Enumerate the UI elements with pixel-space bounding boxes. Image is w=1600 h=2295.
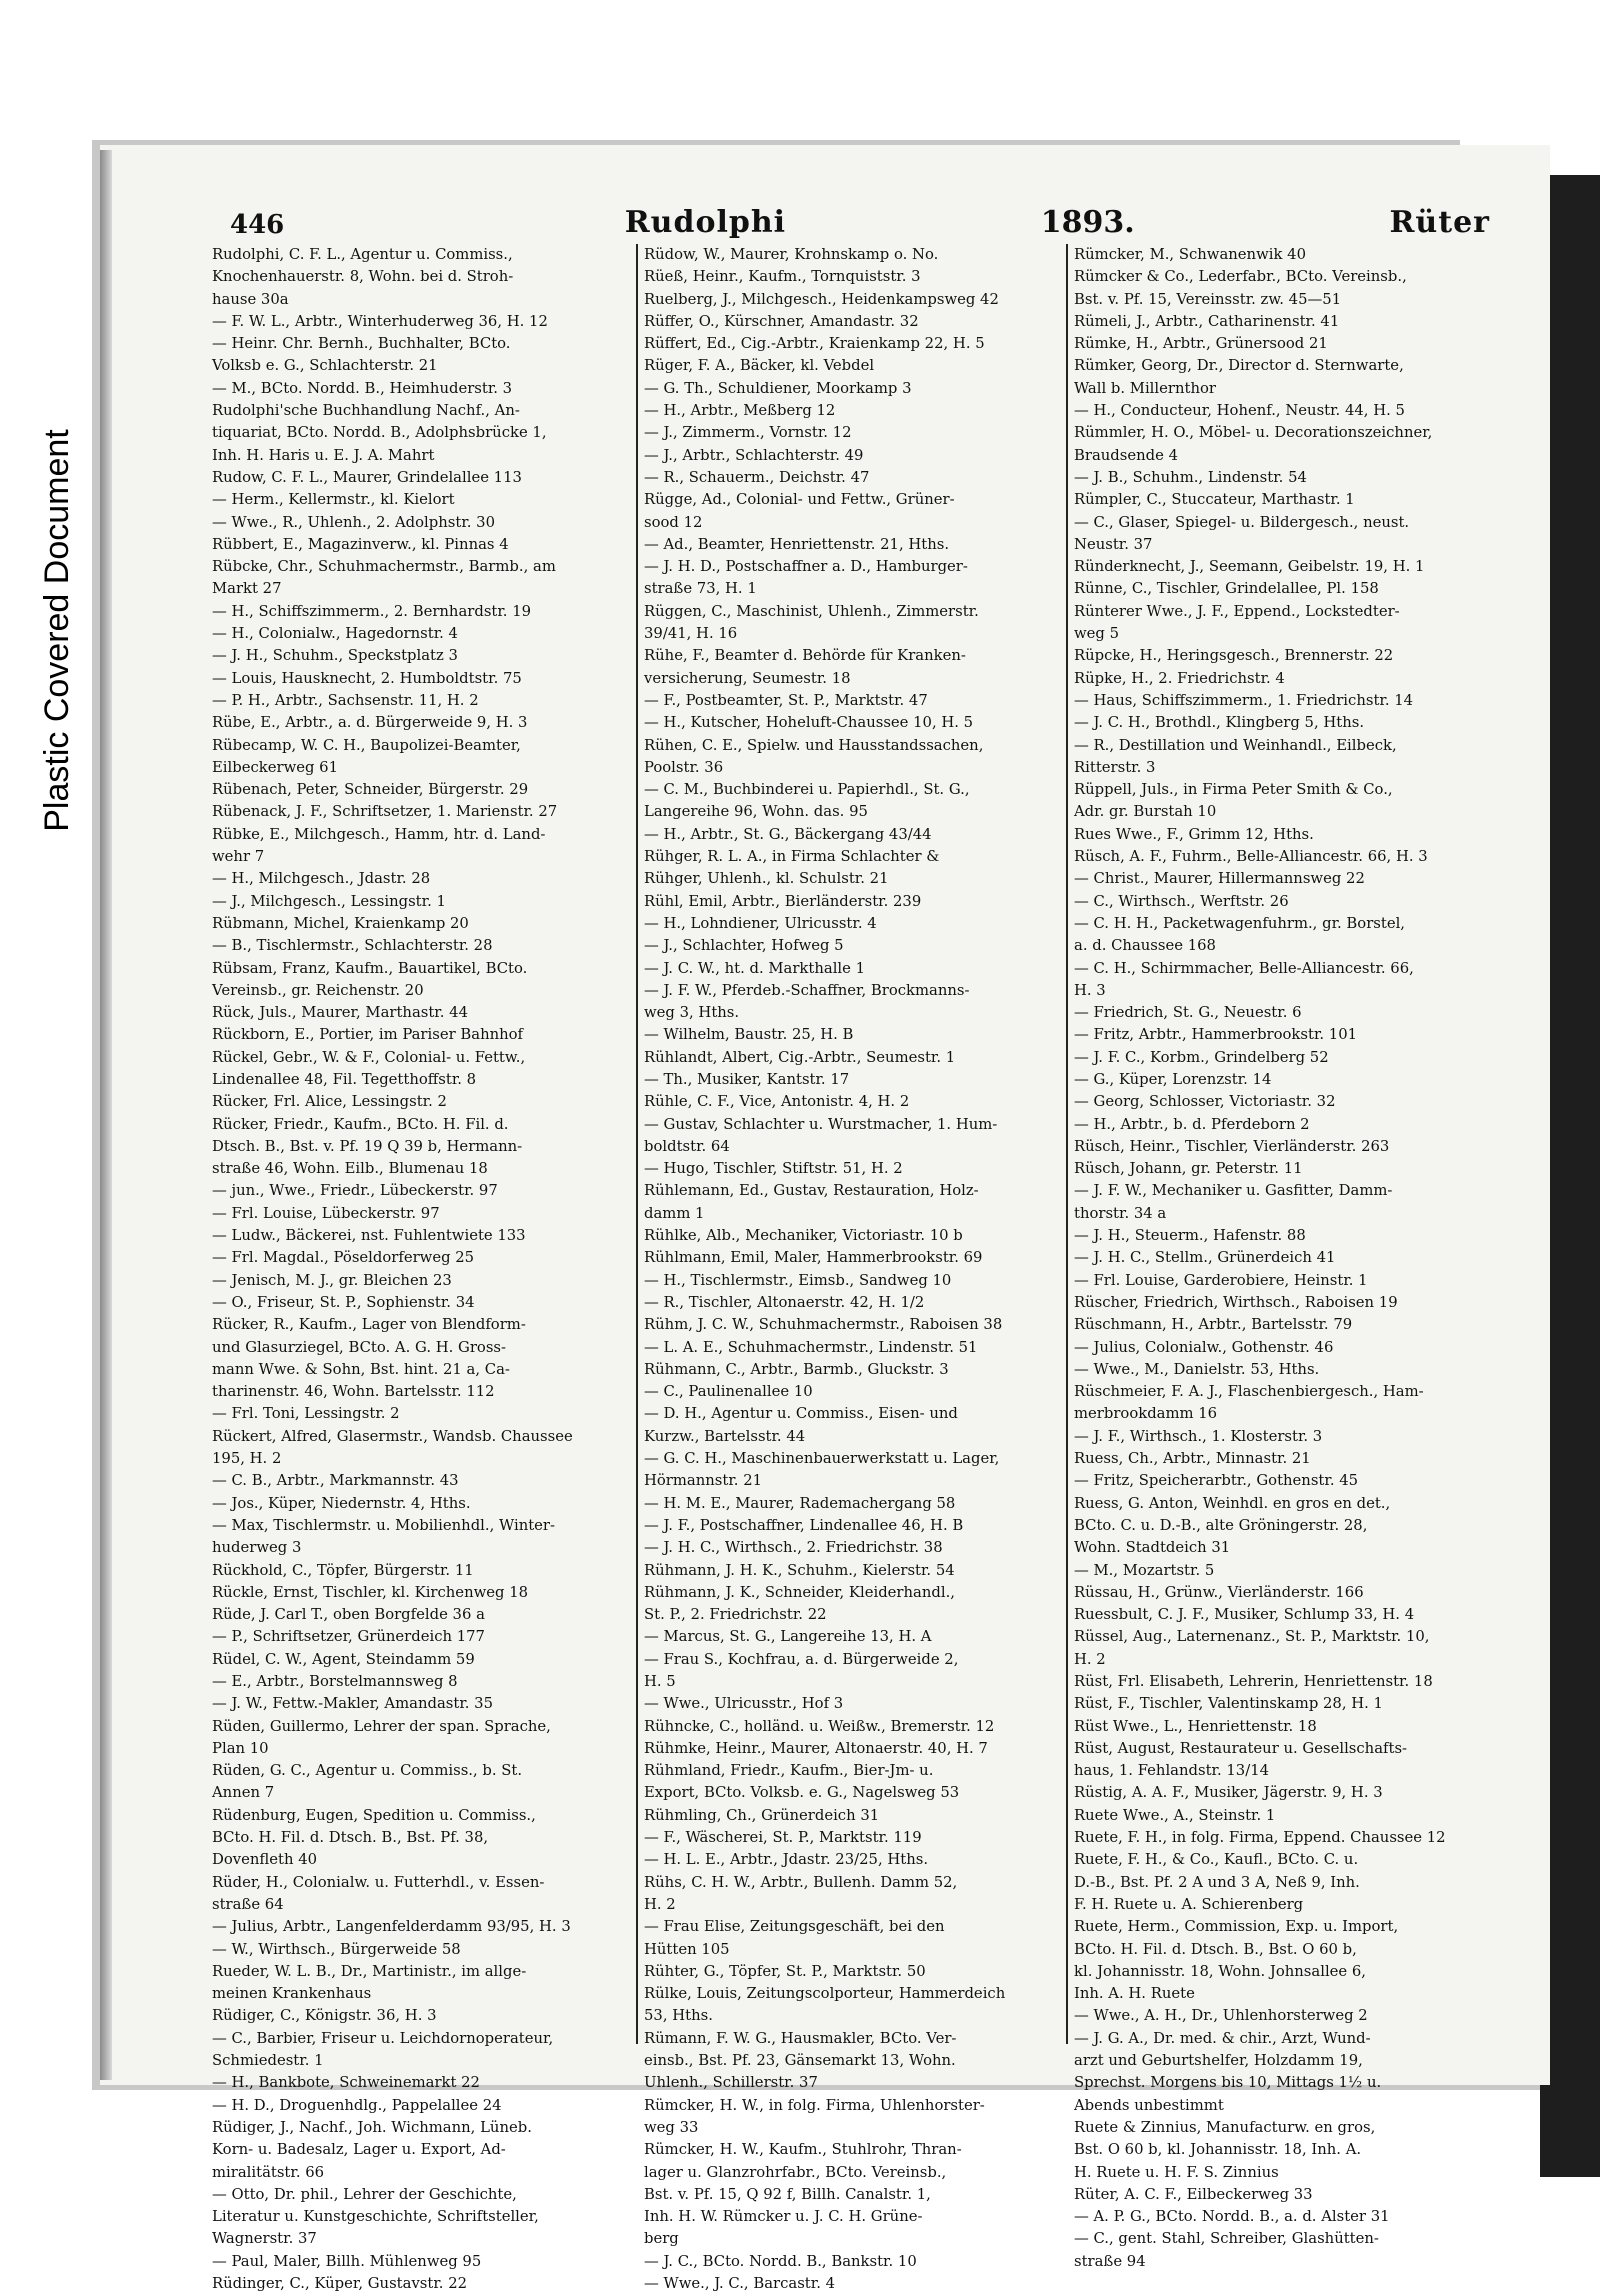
directory-entry: — R., Schauerm., Deichstr. 47: [644, 468, 870, 486]
directory-entry: Rüsch, Heinr., Tischler, Vierländerstr. 263: [1074, 1137, 1390, 1155]
directory-entry: Hütten 105: [644, 1940, 730, 1958]
directory-entry: Ruess, G. Anton, Weinhdl. en gros en det.,: [1074, 1494, 1391, 1512]
directory-entry: Rübmann, Michel, Kraienkamp 20: [212, 914, 469, 932]
directory-entry: Rümker, Georg, Dr., Director d. Sternwarte,: [1074, 357, 1404, 375]
directory-entry: Rudolphi, C. F. L., Agentur u. Commiss.,: [212, 246, 513, 263]
directory-entry: — J., Schlachter, Hofweg 5: [644, 937, 844, 955]
directory-entry: Ruessbult, C. J. F., Musiker, Schlump 33, H. 4: [1074, 1606, 1415, 1624]
directory-entry: — Georg, Schlosser, Victoriastr. 32: [1074, 1093, 1336, 1111]
directory-entry: — P. H., Arbtr., Sachsenstr. 11, H. 2: [212, 691, 479, 709]
directory-entry: — H., Arbtr., St. G., Bäckergang 43/44: [644, 825, 932, 843]
directory-columns: [206, 244, 1496, 2293]
directory-entry: — G., Küper, Lorenzstr. 14: [1074, 1070, 1272, 1088]
directory-entry: Rümcker, H. W., Kaufm., Stuhlrohr, Thran-: [644, 2141, 962, 2159]
directory-entry: D.-B., Bst. Pf. 2 A und 3 A, Neß 9, Inh.: [1074, 1873, 1360, 1891]
directory-entry: Rückel, Gebr., W. & F., Colonial- u. Fettw.,: [212, 1048, 526, 1066]
directory-entry: Ruete, Herm., Commission, Exp. u. Import,: [1074, 1918, 1399, 1936]
directory-entry: Inh. H. Haris u. E. J. A. Mahrt: [212, 446, 435, 464]
directory-entry: Rübenack, J. F., Schriftsetzer, 1. Marienstr. 27: [212, 803, 558, 821]
directory-entry: Rüstig, A. A. F., Musiker, Jägerstr. 9, H. 3: [1074, 1784, 1383, 1802]
directory-entry: Rühlemann, Ed., Gustav, Restauration, Holz-: [644, 1182, 979, 1200]
directory-entry: sood 12: [644, 513, 703, 531]
directory-entry: — Wwe., M., Danielstr. 53, Hths.: [1074, 1360, 1320, 1378]
directory-entry: Annen 7: [212, 1784, 275, 1802]
directory-entry: straße 73, H. 1: [644, 580, 757, 598]
directory-entry: — C. H. H., Packetwagenfuhrm., gr. Borstel,: [1074, 914, 1406, 932]
directory-entry: Bst. v. Pf. 15, Vereinsstr. zw. 45—51: [1074, 290, 1342, 308]
directory-entry: Rüdow, W., Maurer, Krohnskamp o. No.: [644, 246, 939, 263]
directory-entry: straße 94: [1074, 2252, 1146, 2270]
directory-entry: Rüppell, Juls., in Firma Peter Smith & Co.,: [1074, 781, 1393, 799]
directory-entry: BCto. H. Fil. d. Dtsch. B., Bst. O 60 b,: [1074, 1940, 1357, 1958]
directory-entry: Rücker, R., Kaufm., Lager von Blendform-: [212, 1316, 526, 1334]
directory-entry: Rübke, E., Milchgesch., Hamm, htr. d. Land-: [212, 825, 546, 843]
directory-entry: Rücker, Frl. Alice, Lessingstr. 2: [212, 1093, 447, 1111]
directory-entry: — L. A. E., Schuhmachermstr., Lindenstr. 51: [644, 1338, 978, 1356]
directory-entry: BCto. H. Fil. d. Dtsch. B., Bst. Pf. 38,: [212, 1829, 489, 1847]
directory-entry: weg 33: [644, 2118, 699, 2136]
directory-entry: weg 3, Hths.: [644, 1004, 740, 1022]
directory-entry: Ruete & Zinnius, Manufacturw. en gros,: [1074, 2118, 1376, 2136]
directory-entry: Kurzw., Bartelsstr. 44: [644, 1427, 806, 1445]
directory-entry: Rümke, H., Arbtr., Grünersood 21: [1074, 335, 1328, 353]
directory-entry: — C., Wirthsch., Werftstr. 26: [1074, 892, 1289, 910]
directory-entry: — J. C., BCto. Nordd. B., Bankstr. 10: [644, 2252, 917, 2270]
directory-entry: Rühmke, Heinr., Maurer, Altonaerstr. 40, H. 7: [644, 1739, 988, 1757]
directory-entry: Rüsch, A. F., Fuhrm., Belle-Alliancestr. 66, H. 3: [1074, 848, 1428, 866]
directory-entry: Rümann, F. W. G., Hausmakler, BCto. Ver-: [644, 2029, 957, 2047]
directory-entry: — Otto, Dr. phil., Lehrer der Geschichte,: [212, 2185, 517, 2203]
directory-entry: wehr 7: [212, 848, 265, 866]
directory-entry: — Heinr. Chr. Bernh., Buchhalter, BCto.: [212, 335, 511, 353]
directory-entry: Rübenach, Peter, Schneider, Bürgerstr. 29: [212, 781, 529, 799]
directory-entry: — Ad., Beamter, Henriettenstr. 21, Hths.: [644, 535, 950, 553]
directory-entry: Rüst, August, Restaurateur u. Gesellschafts-: [1074, 1739, 1408, 1757]
directory-entry: — J. H. C., Stellm., Grünerdeich 41: [1074, 1249, 1336, 1267]
directory-entry: Abends unbestimmt: [1074, 2096, 1224, 2114]
directory-entry: lager u. Glanzrohrfabr., BCto. Vereinsb.,: [644, 2163, 947, 2181]
right-headword: Rüter: [1389, 205, 1490, 240]
directory-entry: Rümcker & Co., Lederfabr., BCto. Vereinsb.,: [1074, 268, 1407, 286]
directory-entry: Rueder, W. L. B., Dr., Martinistr., im allge-: [212, 1962, 527, 1980]
directory-entry: Rüden, G. C., Agentur u. Commiss., b. St.: [212, 1762, 523, 1780]
directory-entry: Rücker, Friedr., Kaufm., BCto. H. Fil. d.: [212, 1115, 509, 1133]
page-binding-edge: [100, 150, 112, 2080]
page-header: [230, 196, 1490, 240]
directory-entry: Rühger, R. L. A., in Firma Schlachter &: [644, 848, 940, 866]
column-left: [206, 244, 636, 2293]
directory-entry: — Fritz, Speicherarbtr., Gothenstr. 45: [1074, 1472, 1359, 1490]
directory-entry: Rüschmann, H., Arbtr., Bartelsstr. 79: [1074, 1316, 1353, 1334]
directory-entry: Rüder, H., Colonialw. u. Futterhdl., v. Essen-: [212, 1873, 545, 1891]
directory-entry: 53, Hths.: [644, 2007, 713, 2025]
directory-entry: Braudsende 4: [1074, 446, 1178, 464]
directory-entry: Rümmler, H. O., Möbel- u. Decorationszeichner,: [1074, 424, 1433, 442]
directory-entry: — Wwe., R., Uhlenh., 2. Adolphstr. 30: [212, 513, 495, 531]
directory-entry: — Marcus, St. G., Langereihe 13, H. A: [644, 1628, 932, 1646]
directory-entry: 195, H. 2: [212, 1450, 282, 1468]
directory-entry: — Gustav, Schlachter u. Wurstmacher, 1. Hum-: [644, 1115, 998, 1133]
directory-entry: Bst. O 60 b, kl. Johannisstr. 18, Inh. A.: [1074, 2141, 1362, 2159]
directory-entry: Sprechst. Morgens bis 10, Mittags 1½ u.: [1074, 2074, 1382, 2092]
directory-entry: Rümcker, H. W., in folg. Firma, Uhlenhorster-: [644, 2096, 985, 2114]
directory-entry: — H., Milchgesch., Jdastr. 28: [212, 870, 431, 888]
directory-entry: — Wwe., J. C., Barcastr. 4: [644, 2275, 836, 2293]
directory-entry: merbrookdamm 16: [1074, 1405, 1218, 1423]
directory-entry: — H., Arbtr., Meßberg 12: [644, 402, 836, 420]
directory-entry: — J. C. W., ht. d. Markthalle 1: [644, 959, 866, 977]
directory-entry: — J. G. A., Dr. med. & chir., Arzt, Wund-: [1074, 2029, 1371, 2047]
directory-entry: F. H. Ruete u. A. Schierenberg: [1074, 1895, 1304, 1913]
directory-entry: Rülke, Louis, Zeitungscolporteur, Hammerdeich: [644, 1985, 1006, 2003]
directory-entry: — C. H., Schirmmacher, Belle-Alliancestr. 66,: [1074, 959, 1414, 977]
directory-entry: — O., Friseur, St. P., Sophienstr. 34: [212, 1293, 475, 1311]
directory-entry: — F., Postbeamter, St. P., Marktstr. 47: [644, 691, 928, 709]
directory-entry: — Julius, Arbtr., Langenfelderdamm 93/95, H. 3: [212, 1918, 571, 1936]
directory-entry: straße 46, Wohn. Eilb., Blumenau 18: [212, 1160, 488, 1178]
directory-entry: Rudow, C. F. L., Maurer, Grindelallee 113: [212, 468, 522, 486]
directory-entry: Plan 10: [212, 1739, 269, 1757]
directory-entry: huderweg 3: [212, 1539, 302, 1557]
directory-entry: tharinenstr. 46, Wohn. Bartelsstr. 112: [212, 1383, 495, 1401]
directory-entry: — Wwe., Ulricusstr., Hof 3: [644, 1695, 844, 1713]
directory-entry: Eilbeckerweg 61: [212, 758, 339, 776]
directory-entry: — J., Zimmerm., Vornstr. 12: [644, 424, 852, 442]
directory-entry: Rüggen, C., Maschinist, Uhlenh., Zimmerstr.: [644, 602, 979, 620]
directory-entry: Rüter, A. C. F., Eilbeckerweg 33: [1074, 2185, 1313, 2203]
directory-entry: Rückborn, E., Portier, im Pariser Bahnhof: [212, 1026, 524, 1044]
directory-entry: hause 30a: [212, 290, 289, 308]
directory-entry: — R., Destillation und Weinhandl., Eilbeck,: [1074, 736, 1397, 754]
directory-entry: meinen Krankenhaus: [212, 1985, 372, 2003]
directory-entry: — H. L. E., Arbtr., Jdastr. 23/25, Hths.: [644, 1851, 929, 1869]
directory-entry: St. P., 2. Friedrichstr. 22: [644, 1606, 827, 1624]
directory-entry: Rühmann, J. H. K., Schuhm., Kielerstr. 54: [644, 1561, 955, 1579]
directory-entry: Rudolphi'sche Buchhandlung Nachf., An-: [212, 402, 520, 420]
directory-entry: — H., Schiffszimmerm., 2. Bernhardstr. 19: [212, 602, 532, 620]
directory-entry: — C., Glaser, Spiegel- u. Bildergesch., neust.: [1074, 513, 1410, 531]
directory-entry: 39/41, H. 16: [644, 625, 738, 643]
directory-entry: Rügge, Ad., Colonial- und Fettw., Grüner-: [644, 491, 955, 509]
directory-entry: damm 1: [644, 1204, 705, 1222]
directory-entry: — F., Wäscherei, St. P., Marktstr. 119: [644, 1829, 922, 1847]
directory-entry: weg 5: [1074, 625, 1120, 643]
directory-entry: — Th., Musiker, Kantstr. 17: [644, 1070, 850, 1088]
directory-entry: thorstr. 34 a: [1074, 1204, 1167, 1222]
directory-entry: Uhlenh., Schillerstr. 37: [644, 2074, 818, 2092]
directory-entry: — H. D., Droguenhdlg., Pappelallee 24: [212, 2096, 502, 2114]
directory-entry: H. 3: [1074, 981, 1106, 999]
directory-entry: — C., Paulinenallee 10: [644, 1383, 813, 1401]
directory-entry: Rüpcke, H., Heringsgesch., Brennerstr. 22: [1074, 647, 1394, 665]
directory-entry: Bst. v. Pf. 15, Q 92 f, Billh. Canalstr. 1,: [644, 2185, 931, 2203]
directory-entry: Ruete Wwe., A., Steinstr. 1: [1074, 1806, 1276, 1824]
directory-entry: — C. M., Buchbinderei u. Papierhdl., St. G.,: [644, 781, 970, 799]
directory-entry: Rühncke, C., holländ. u. Weißw., Bremerstr. 12: [644, 1717, 995, 1735]
directory-entry: — M., Mozartstr. 5: [1074, 1561, 1215, 1579]
directory-entry: Inh. A. H. Ruete: [1074, 1985, 1195, 2003]
directory-entry: — D. H., Agentur u. Commiss., Eisen- und: [644, 1405, 958, 1423]
directory-entry: Rückert, Alfred, Glasermstr., Wandsb. Chaussee: [212, 1427, 573, 1445]
directory-entry: boldtstr. 64: [644, 1137, 730, 1155]
directory-entry: — E., Arbtr., Borstelmannsweg 8: [212, 1673, 458, 1690]
directory-entry: Lindenallee 48, Fil. Tegetthoffstr. 8: [212, 1070, 477, 1088]
directory-entry: — Frl. Toni, Lessingstr. 2: [212, 1405, 400, 1423]
directory-entry: Rüdenburg, Eugen, Spedition u. Commiss.,: [212, 1806, 536, 1824]
directory-entry: Rüdiger, C., Königstr. 36, H. 3: [212, 2007, 437, 2025]
directory-entry: BCto. C. u. D.-B., alte Gröningerstr. 28,: [1074, 1516, 1368, 1534]
directory-entry: Dtsch. B., Bst. v. Pf. 19 Q 39 b, Hermann-: [212, 1137, 523, 1155]
directory-entry: Ründerknecht, J., Seemann, Geibelstr. 19, H. 1: [1074, 558, 1425, 576]
column-right: [1066, 244, 1496, 2270]
directory-entry: Rüst, F., Tischler, Valentinskamp 28, H. 1: [1074, 1695, 1383, 1713]
directory-entry: Ruete, F. H., & Co., Kaufl., BCto. C. u.: [1074, 1851, 1359, 1869]
directory-entry: Wohn. Stadtdeich 31: [1074, 1539, 1231, 1557]
directory-entry: Rückle, Ernst, Tischler, kl. Kirchenweg 18: [212, 1583, 529, 1601]
directory-entry: — Hugo, Tischler, Stiftstr. 51, H. 2: [644, 1160, 903, 1178]
directory-entry: — J. B., Schuhm., Lindenstr. 54: [1074, 468, 1307, 486]
directory-entry: Ruess, Ch., Arbtr., Minnastr. 21: [1074, 1450, 1311, 1468]
directory-entry: Rümeli, J., Arbtr., Catharinenstr. 41: [1074, 312, 1340, 330]
directory-entry: Rüssau, H., Grünw., Vierländerstr. 166: [1074, 1583, 1364, 1601]
directory-entry: — Christ., Maurer, Hillermannsweg 22: [1074, 870, 1365, 888]
directory-entry: Rühmann, C., Arbtr., Barmb., Gluckstr. 3: [644, 1360, 949, 1378]
directory-entry: — Louis, Hausknecht, 2. Humboldtstr. 75: [212, 669, 522, 687]
directory-entry: — J. H., Schuhm., Speckstplatz 3: [212, 647, 458, 665]
directory-entry: Rühe, F., Beamter d. Behörde für Kranken-: [644, 647, 966, 665]
directory-entry: — J. H. D., Postschaffner a. D., Hamburger-: [644, 558, 968, 576]
directory-entry: Wagnerstr. 37: [212, 2230, 317, 2248]
directory-entry: Rüdinger, C., Küper, Gustavstr. 22: [212, 2275, 468, 2293]
directory-entry: Ruete, F. H., in folg. Firma, Eppend. Chaussee 12: [1074, 1829, 1446, 1847]
directory-entry: — Friedrich, St. G., Neuestr. 6: [1074, 1004, 1302, 1022]
directory-entry: — W., Wirthsch., Bürgerweide 58: [212, 1940, 461, 1958]
directory-entry: Rühlmann, Emil, Maler, Hammerbrookstr. 69: [644, 1249, 983, 1267]
directory-entry: — Frau Elise, Zeitungsgeschäft, bei den: [644, 1918, 945, 1936]
directory-entry: — Frl. Magdal., Pöseldorferweg 25: [212, 1249, 475, 1267]
directory-entry: — Wilhelm, Baustr. 25, H. B: [644, 1026, 854, 1044]
directory-entry: Rühs, C. H. W., Arbtr., Bullenh. Damm 52,: [644, 1873, 958, 1891]
directory-entry: Rühle, C. F., Vice, Antonistr. 4, H. 2: [644, 1093, 910, 1111]
directory-entry: — J. F., Postschaffner, Lindenallee 46, H. B: [644, 1516, 964, 1534]
directory-entry: — jun., Wwe., Friedr., Lübeckerstr. 97: [212, 1182, 498, 1200]
directory-entry: Rühmland, Friedr., Kaufm., Bier-Jm- u.: [644, 1762, 934, 1780]
directory-entry: Rüst Wwe., L., Henriettenstr. 18: [1074, 1717, 1317, 1735]
directory-entry: H. 5: [644, 1673, 676, 1690]
directory-entry: Rückhold, C., Töpfer, Bürgerstr. 11: [212, 1561, 474, 1579]
directory-entry: — J., Arbtr., Schlachterstr. 49: [644, 446, 864, 464]
directory-entry: Rüde, J. Carl T., oben Borgfelde 36 a: [212, 1606, 485, 1624]
directory-entry: Langereihe 96, Wohn. das. 95: [644, 803, 868, 821]
directory-entry: — H., Bankbote, Schweinemarkt 22: [212, 2074, 480, 2092]
directory-entry: kl. Johannisstr. 18, Wohn. Johnsallee 6,: [1074, 1962, 1367, 1980]
directory-entry: Literatur u. Kunstgeschichte, Schriftsteller,: [212, 2208, 539, 2226]
directory-entry: Rühmann, J. K., Schneider, Kleiderhandl.,: [644, 1583, 956, 1601]
directory-entry: einsb., Bst. Pf. 23, Gänsemarkt 13, Wohn.: [644, 2052, 956, 2070]
directory-entry: Rühl, Emil, Arbtr., Bierländerstr. 239: [644, 892, 922, 910]
directory-entry: — Max, Tischlermstr. u. Mobilienhdl., Winter-: [212, 1516, 556, 1534]
directory-entry: Rüdel, C. W., Agent, Steindamm 59: [212, 1650, 475, 1668]
directory-entry: — J., Milchgesch., Lessingstr. 1: [212, 892, 446, 910]
directory-entry: a. d. Chaussee 168: [1074, 937, 1216, 955]
directory-entry: Schmiedestr. 1: [212, 2052, 324, 2070]
directory-entry: und Glasurziegel, BCto. A. G. H. Gross-: [212, 1338, 507, 1356]
directory-entry: tiquariat, BCto. Nordd. B., Adolphsbrücke 1,: [212, 424, 547, 442]
directory-entry: — Frau S., Kochfrau, a. d. Bürgerweide 2,: [644, 1650, 959, 1668]
directory-entry: — C., gent. Stahl, Schreiber, Glashütten-: [1074, 2230, 1379, 2248]
directory-entry: Neustr. 37: [1074, 535, 1153, 553]
directory-entry: Rübecamp, W. C. H., Baupolizei-Beamter,: [212, 736, 521, 754]
directory-entry: Rübbert, E., Magazinverw., kl. Pinnas 4: [212, 535, 509, 553]
directory-entry: Export, BCto. Volksb. e. G., Nagelsweg 53: [644, 1784, 960, 1802]
directory-entry: Vereinsb., gr. Reichenstr. 20: [212, 981, 424, 999]
directory-entry: — H., Colonialw., Hagedornstr. 4: [212, 625, 458, 643]
directory-entry: — C., Barbier, Friseur u. Leichdornoperateur,: [212, 2029, 554, 2047]
directory-entry: Rünterer Wwe., J. F., Eppend., Lockstedter-: [1074, 602, 1400, 620]
side-label: [22, 360, 92, 900]
column-middle: [636, 244, 1066, 2293]
directory-entry: — P., Schriftsetzer, Grünerdeich 177: [212, 1628, 485, 1646]
directory-entry: straße 64: [212, 1895, 284, 1913]
directory-entry: Hörmannstr. 21: [644, 1472, 763, 1490]
directory-entry: — B., Tischlermstr., Schlachterstr. 28: [212, 937, 493, 955]
directory-entry: — H., Arbtr., b. d. Pferdeborn 2: [1074, 1115, 1310, 1133]
directory-entry: — Wwe., A. H., Dr., Uhlenhorsterweg 2: [1074, 2007, 1368, 2025]
directory-entry: — H. M. E., Maurer, Rademachergang 58: [644, 1494, 956, 1512]
year: 1893.: [1040, 205, 1135, 240]
directory-entry: — Jenisch, M. J., gr. Bleichen 23: [212, 1271, 452, 1289]
directory-entry: — Fritz, Arbtr., Hammerbrookstr. 101: [1074, 1026, 1358, 1044]
directory-entry: haus, 1. Fehlandstr. 13/14: [1074, 1762, 1270, 1780]
directory-entry: Rühger, Uhlenh., kl. Schulstr. 21: [644, 870, 889, 888]
directory-entry: — J. W., Fettw.-Makler, Amandastr. 35: [212, 1695, 494, 1713]
directory-entry: Rüffert, Ed., Cig.-Arbtr., Kraienkamp 22, H. 5: [644, 335, 985, 353]
directory-entry: — J. H., Steuerm., Hafenstr. 88: [1074, 1227, 1306, 1245]
directory-entry: Ruelberg, J., Milchgesch., Heidenkampsweg 42: [644, 290, 999, 308]
directory-entry: Rüst, Frl. Elisabeth, Lehrerin, Henriettenstr. 18: [1074, 1673, 1433, 1690]
directory-entry: — Ludw., Bäckerei, nst. Fuhlentwiete 133: [212, 1227, 526, 1245]
directory-entry: Rüpke, H., 2. Friedrichstr. 4: [1074, 669, 1285, 687]
directory-entry: Rüeß, Heinr., Kaufm., Tornquiststr. 3: [644, 268, 921, 286]
directory-entry: Poolstr. 36: [644, 758, 724, 776]
directory-entry: H. Ruete u. H. F. S. Zinnius: [1074, 2163, 1279, 2181]
directory-entry: Rues Wwe., F., Grimm 12, Hths.: [1074, 825, 1314, 843]
directory-entry: — M., BCto. Nordd. B., Heimhuderstr. 3: [212, 379, 513, 397]
directory-entry: versicherung, Seumestr. 18: [644, 669, 851, 687]
directory-entry: Rück, Juls., Maurer, Marthastr. 44: [212, 1004, 468, 1022]
directory-entry: Inh. H. W. Rümcker u. J. C. H. Grüne-: [644, 2208, 923, 2226]
directory-entry: Volksb e. G., Schlachterstr. 21: [212, 357, 438, 375]
directory-entry: Rühlke, Alb., Mechaniker, Victoriastr. 10 b: [644, 1227, 963, 1245]
directory-entry: Ritterstr. 3: [1074, 758, 1156, 776]
directory-entry: Adr. gr. Burstah 10: [1074, 803, 1217, 821]
directory-entry: — Haus, Schiffszimmerm., 1. Friedrichstr. 14: [1074, 691, 1414, 709]
directory-entry: — G. Th., Schuldiener, Moorkamp 3: [644, 379, 912, 397]
directory-entry: — H., Tischlermstr., Eimsb., Sandweg 10: [644, 1271, 952, 1289]
directory-entry: Dovenfleth 40: [212, 1851, 318, 1869]
directory-entry: — J. H. C., Wirthsch., 2. Friedrichstr. 38: [644, 1539, 943, 1557]
directory-entry: Rübe, E., Arbtr., a. d. Bürgerweide 9, H. 3: [212, 714, 528, 732]
directory-entry: — Herm., Kellermstr., kl. Kielort: [212, 491, 455, 509]
directory-entry: Rühter, G., Töpfer, St. P., Marktstr. 50: [644, 1962, 926, 1980]
directory-entry: Rüssel, Aug., Laternenanz., St. P., Marktstr. 10,: [1074, 1628, 1430, 1646]
directory-entry: — H., Lohndiener, Ulricusstr. 4: [644, 914, 877, 932]
directory-entry: — Frl. Louise, Garderobiere, Heinstr. 1: [1074, 1271, 1368, 1289]
directory-entry: Knochenhauerstr. 8, Wohn. bei d. Stroh-: [212, 268, 514, 286]
directory-entry: Markt 27: [212, 580, 282, 598]
directory-entry: berg: [644, 2230, 679, 2248]
directory-entry: Rühm, J. C. W., Schuhmachermstr., Raboisen 38: [644, 1316, 1003, 1334]
directory-entry: mann Wwe. & Sohn, Bst. hint. 21 a, Ca-: [212, 1360, 510, 1378]
directory-entry: — J. C. H., Brothdl., Klingberg 5, Hths.: [1074, 714, 1365, 732]
directory-entry: — Julius, Colonialw., Gothenstr. 46: [1074, 1338, 1334, 1356]
directory-entry: H. 2: [1074, 1650, 1106, 1668]
page-number: 446: [230, 210, 285, 240]
left-headword: Rudolphi: [624, 205, 787, 240]
directory-entry: H. 2: [644, 1895, 676, 1913]
directory-entry: Rümcker, M., Schwanenwik 40: [1074, 246, 1306, 263]
directory-entry: — Paul, Maler, Billh. Mühlenweg 95: [212, 2252, 482, 2270]
directory-entry: Wall b. Millernthor: [1074, 379, 1216, 397]
directory-entry: — F. W. L., Arbtr., Winterhuderweg 36, H. 12: [212, 312, 548, 330]
directory-entry: Rübcke, Chr., Schuhmachermstr., Barmb., am: [212, 558, 556, 576]
directory-entry: Rüffer, O., Kürschner, Amandastr. 32: [644, 312, 919, 330]
directory-entry: — C. B., Arbtr., Markmannstr. 43: [212, 1472, 459, 1490]
directory-entry: Rüscher, Friedrich, Wirthsch., Raboisen 19: [1074, 1293, 1398, 1311]
directory-entry: Korn- u. Badesalz, Lager u. Export, Ad-: [212, 2141, 506, 2159]
directory-entry: Rühen, C. E., Spielw. und Hausstandssachen,: [644, 736, 984, 754]
side-label-text: Plastic Covered Document: [37, 428, 76, 832]
directory-entry: — J. F., Wirthsch., 1. Klosterstr. 3: [1074, 1427, 1323, 1445]
directory-entry: — Jos., Küper, Niedernstr. 4, Hths.: [212, 1494, 471, 1512]
directory-entry: — Frl. Louise, Lübeckerstr. 97: [212, 1204, 440, 1222]
directory-entry: — G. C. H., Maschinenbauerwerkstatt u. Lager,: [644, 1450, 1000, 1468]
directory-entry: — H., Conducteur, Hohenf., Neustr. 44, H. 5: [1074, 402, 1405, 420]
directory-entry: miralitätstr. 66: [212, 2163, 325, 2181]
directory-entry: Rüden, Guillermo, Lehrer der span. Sprache,: [212, 1717, 551, 1735]
directory-entry: Rüsch, Johann, gr. Peterstr. 11: [1074, 1160, 1303, 1178]
directory-entry: — J. F. W., Mechaniker u. Gasfitter, Damm-: [1074, 1182, 1393, 1200]
directory-entry: — J. F. W., Pferdeb.-Schaffner, Brockmanns-: [644, 981, 970, 999]
directory-entry: Rübsam, Franz, Kaufm., Bauartikel, BCto.: [212, 959, 528, 977]
directory-entry: Rümpler, C., Stuccateur, Marthastr. 1: [1074, 491, 1355, 509]
directory-entry: — H., Kutscher, Hoheluft-Chaussee 10, H. 5: [644, 714, 974, 732]
directory-entry: — A. P. G., BCto. Nordd. B., a. d. Alster 31: [1074, 2208, 1390, 2226]
directory-entry: arzt und Geburtshelfer, Holzdamm 19,: [1074, 2052, 1363, 2070]
directory-entry: — J. F. C., Korbm., Grindelberg 52: [1074, 1048, 1329, 1066]
directory-entry: Rüschmeier, F. A. J., Flaschenbiergesch., Ham-: [1074, 1383, 1424, 1401]
directory-entry: Rünne, C., Tischler, Grindelallee, Pl. 158: [1074, 580, 1379, 598]
directory-entry: Rühlandt, Albert, Cig.-Arbtr., Seumestr. 1: [644, 1048, 956, 1066]
directory-entry: Rüdiger, J., Nachf., Joh. Wichmann, Lüneb.: [212, 2118, 532, 2136]
directory-entry: — R., Tischler, Altonaerstr. 42, H. 1/2: [644, 1293, 925, 1311]
directory-entry: Rüger, F. A., Bäcker, kl. Vebdel: [644, 357, 875, 375]
directory-entry: Rühmling, Ch., Grünerdeich 31: [644, 1806, 880, 1824]
